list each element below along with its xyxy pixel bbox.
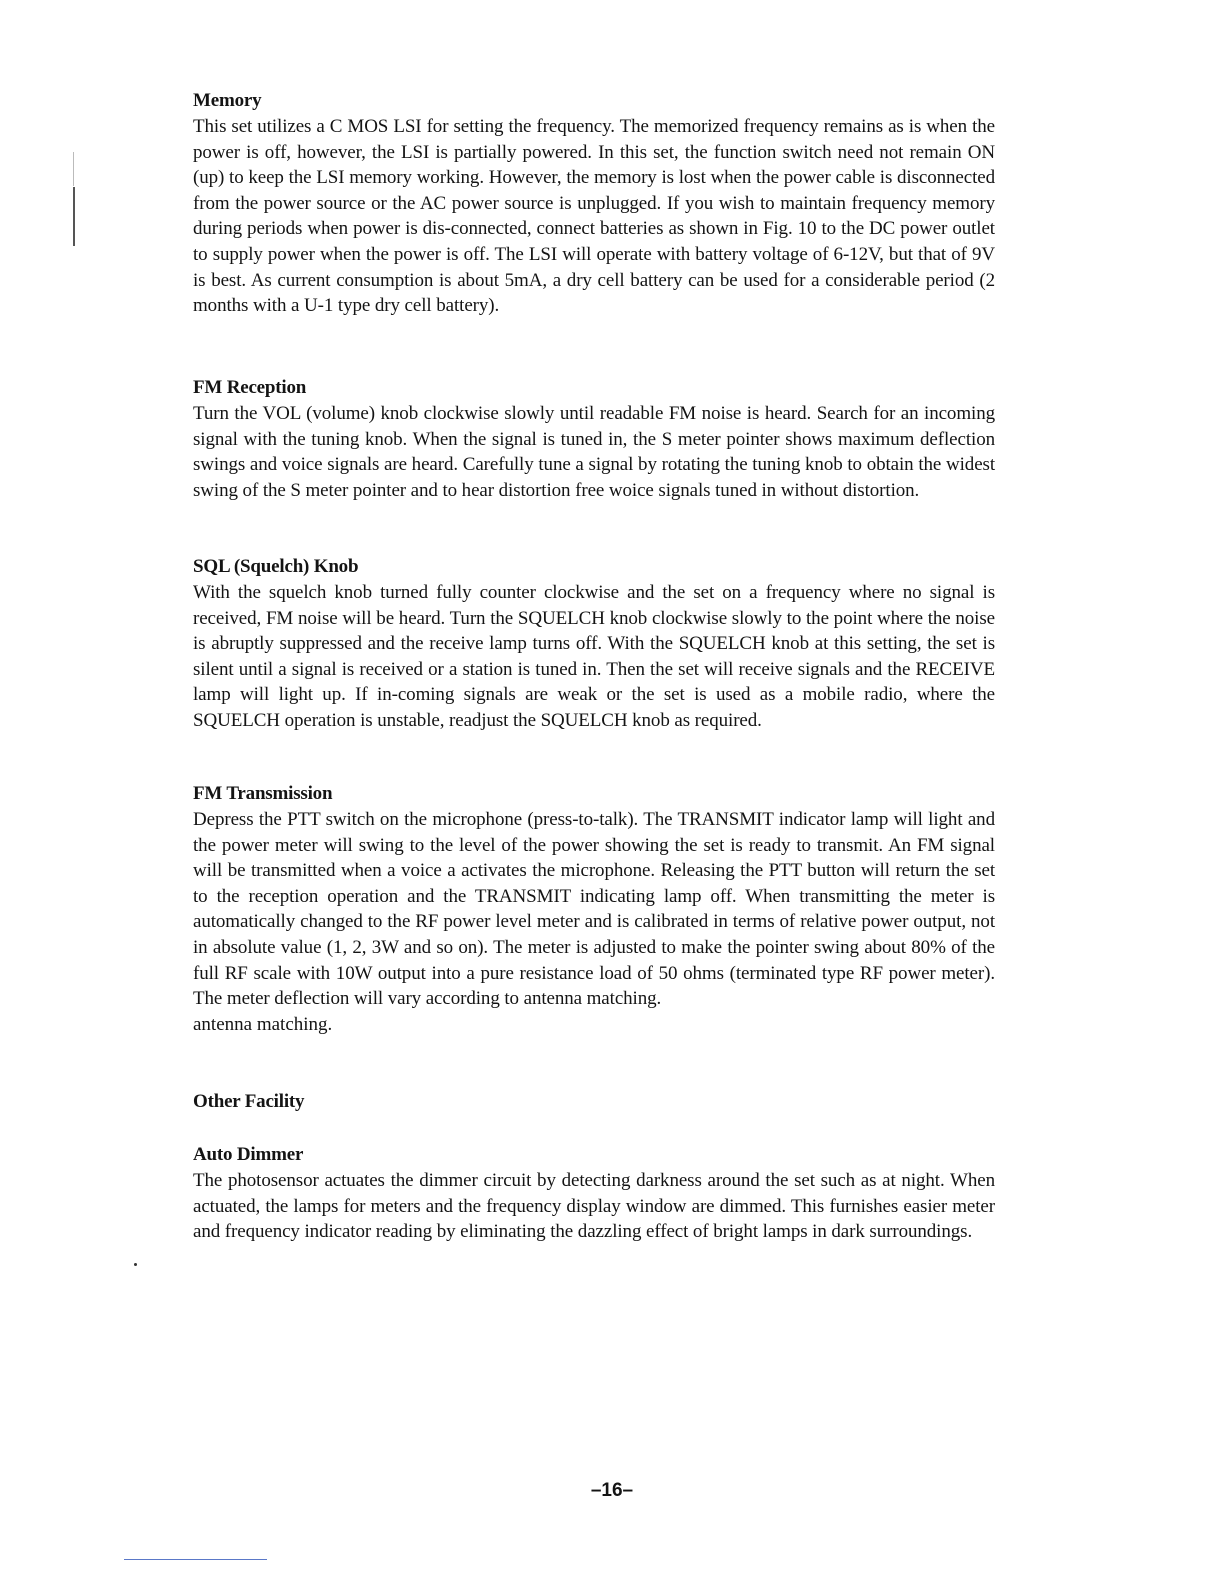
section-body-extra: antenna matching.: [193, 1013, 333, 1035]
section-heading: Memory: [193, 90, 262, 111]
section-body: Depress the PTT switch on the microphone (press-to-talk). The TRANSMIT indicator lamp will light and the power meter will swing to the level of the power showing the set is ready to transmit. An FM signal will be transmitted when a voice a activates the microphone. Releasing the PTT button will return the set to the reception operation and the TRANSMIT indicating lamp off. When transmitting the meter is automatically changed to the RF power level meter and is calibrated in terms of relative power output, not in absolute value (1, 2, 3W and so on). The meter is adjusted to make the pointer swing about 80% of the full RF scale with 10W output into a pure resistance load of 50 ohms (terminated type RF power meter). The meter deflection will vary according to antenna matching.: [193, 809, 995, 1010]
page-number: –16–: [590, 1480, 634, 1501]
section-auto-dimmer: [193, 1142, 995, 1245]
section-heading: FM Reception: [193, 377, 307, 398]
section-body: This set utilizes a C MOS LSI for setting the frequency. The memorized frequency remains as is when the power is off, however, the LSI is partially powered. In this set, the function switch need not remain ON (up) to keep the LSI memory working. However, the memory is lost when the power cable is disconnected from the power source or the AC power source is unplugged. If you wish to maintain frequency memory during periods when power is dis-connected, connect batteries as shown in Fig. 10 to the DC power outlet to supply power when the power is off. The LSI will operate with battery voltage of 6-12V, but that of 9V is best. As current consumption is about 5mA, a dry cell battery can be used for a considerable period (2 months with a U-1 type dry cell battery).: [193, 116, 995, 317]
section-sql-knob: [193, 554, 995, 734]
section-body: The photosensor actuates the dimmer circuit by detecting darkness around the set such as at night. When actuated, the lamps for meters and the frequency display window are dimmed. This furnishes easier meter and frequency indicator reading by eliminating the dazzling effect of bright lamps in dark surroundings.: [193, 1170, 995, 1243]
section-other-facility: [193, 1089, 995, 1115]
section-fm-transmission: [193, 781, 995, 1037]
section-heading: Other Facility: [193, 1091, 305, 1112]
section-heading: SQL (Squelch) Knob: [193, 556, 359, 577]
scan-speck: [134, 1263, 137, 1266]
footer-rule: [124, 1559, 267, 1560]
section-body: With the squelch knob turned fully counter clockwise and the set on a frequency where no signal is received, FM noise will be heard. Turn the SQUELCH knob clockwise slowly to the point where the noise is abruptly suppressed and the receive lamp turns off. With the SQUELCH knob at this setting, the set is silent until a signal is received or a station is tuned in. Then the set will receive signals and the RECEIVE lamp will light up. If in-coming signals are weak or the set is used as a mobile radio, where the SQUELCH operation is unstable, readjust the SQUELCH knob as required.: [193, 582, 995, 731]
section-heading: Auto Dimmer: [193, 1144, 304, 1165]
section-memory: [193, 88, 995, 319]
section-fm-reception: [193, 375, 995, 503]
margin-mark: [73, 152, 74, 186]
section-heading: FM Transmission: [193, 783, 333, 804]
margin-mark: [73, 187, 75, 246]
section-body: Turn the VOL (volume) knob clockwise slowly until readable FM noise is heard. Search for an incoming signal with the tuning knob. When the signal is tuned in, the S meter pointer shows maximum deflection swings and voice signals are heard. Carefully tune a signal by rotating the tuning knob to obtain the widest swing of the S meter pointer and to hear distortion free woice signals tuned in without distortion.: [193, 403, 995, 501]
